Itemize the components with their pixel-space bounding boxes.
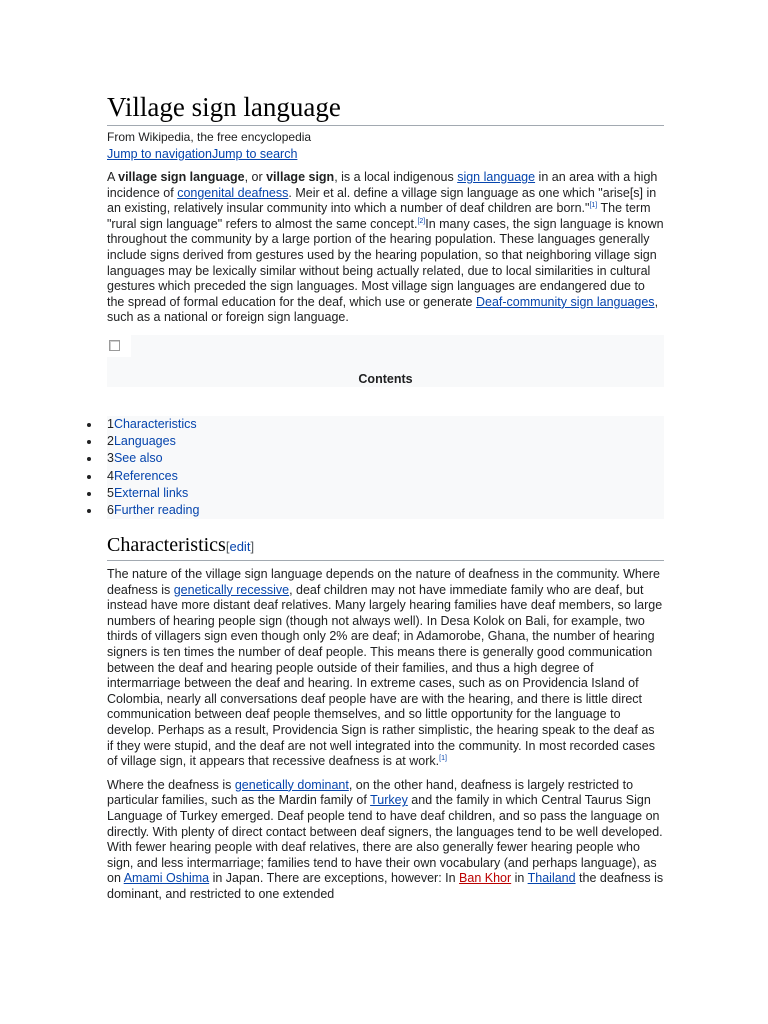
amami-oshima-link[interactable]: Amami Oshima (123, 871, 210, 886)
intro-text: , is a local indigenous (334, 170, 458, 184)
edit-bracket-open: [ (225, 539, 230, 554)
paragraph-text: the deafness is dominant, and restricted to one extended (107, 871, 664, 901)
toc-item-label[interactable]: References (113, 468, 178, 483)
reference-link-2[interactable]: [2] (417, 217, 426, 225)
sign-language-link[interactable]: sign language (457, 170, 536, 184)
bullet-icon (87, 440, 91, 444)
edit-section-link[interactable]: edit (229, 539, 251, 554)
intro-bold-term: village sign (266, 170, 335, 184)
toc-item-number: 6 (107, 503, 114, 518)
toc-item-number: 1 (107, 417, 114, 431)
turkey-link[interactable]: Turkey (370, 793, 408, 808)
toc-toggle[interactable] (107, 335, 131, 357)
section-heading-characteristics (107, 533, 664, 561)
toc-item-label[interactable]: Further reading (113, 503, 200, 518)
site-tagline: From Wikipedia, the free encyclopedia (107, 130, 312, 144)
bullet-icon (87, 457, 91, 461)
thailand-link[interactable]: Thailand (527, 871, 576, 886)
toc-item-number: 3 (107, 451, 114, 466)
characteristics-paragraph-2 (107, 778, 664, 903)
toc-item-external-links[interactable] (85, 485, 199, 502)
bullet-icon (87, 475, 91, 479)
toc-item-number: 4 (107, 468, 114, 483)
section-heading-text: Characteristics (107, 534, 226, 556)
jump-to-navigation-link[interactable]: Jump to navigation (107, 147, 212, 161)
paragraph-text: in Japan. There are exceptions, however: In (209, 871, 460, 886)
article-content (107, 90, 664, 387)
characteristics-paragraph-1 (107, 567, 664, 770)
paragraph-text: and the family in which Central Taurus Sign Language of Turkey emerged. Deaf people tend to have deaf children, and so pass the language on directly. With plenty of direct contact between deaf signers, the languages tend to be well developed. With fewer hearing people with deaf relatives, there are also generally fewer hearing people who sign, and less intermarriage; families tend to have their own vocabulary (and perhaps language), as on (107, 793, 663, 886)
toc-header (107, 335, 664, 387)
paragraph-text: , on the other hand, deafness is largely restricted to particular families, such as the Mardin family of (107, 777, 634, 808)
bullet-icon (87, 492, 91, 496)
section-body-characteristics (107, 567, 664, 910)
jump-to-search-link[interactable]: Jump to search (211, 147, 298, 161)
reference-link-1[interactable]: [1] (439, 754, 447, 762)
intro-bold-term: village sign language (118, 170, 245, 184)
toc-item-label[interactable]: Languages (113, 434, 176, 449)
bullet-icon (87, 509, 91, 513)
genetically-dominant-link[interactable]: genetically dominant (234, 777, 349, 792)
intro-text: . Meir et al. define a village sign language as one which "arise[s] in an existing, relatively insular community into which a number of deaf children are born." (107, 185, 657, 216)
intro-text: In many cases, the sign language is known throughout the community by a large portion of the hearing population. These languages generally include signs derived from gestures used by the hearing population, so that neighboring village sign languages may be lexically similar without being actually related, due to local similarities in cultural gestures which preceded the sign languages. Most village sign languages are endangered due to the spread of formal education for the deaf, which use or generate (107, 216, 664, 309)
toc-item-languages[interactable] (85, 433, 199, 450)
paragraph-text: , deaf children may not have immediate family who are deaf, but instead have more distant deaf relatives. Many largely hearing families have deaf members, so large numbers of hearing people sign (though not always well). In Desa Kolok on Bali, for example, two thirds of villagers sign even though only 2% are deaf; in Adamorobe, Ghana, the number of hearing signers is ten times the number of deaf people. This means there is generally good communication between the deaf and hearing people outside of their families, and thus a high degree of intermarriage between the deaf and hearing. In extreme cases, such as on Providencia Island of Colombia, nearly all conversations deaf people have are with the hearing, and there is little direct communication between deaf people themselves, and so little opportunity for the language to develop. Perhaps as a result, Providencia Sign is rather simplistic, the hearing speak to the deaf as if they were stupid, and the deaf are not well integrated into the community. In most recorded cases of village sign, it appears that recessive deafness is at work. (107, 582, 663, 769)
genetically-recessive-link[interactable]: genetically recessive (173, 582, 290, 597)
toc-item-see-also[interactable] (85, 450, 199, 467)
intro-text: A (107, 170, 119, 184)
intro-text: The term "rural sign language" refers to almost the same concept. (107, 201, 651, 231)
toc-item-number: 5 (107, 485, 114, 500)
toc-title: Contents (358, 371, 413, 386)
jump-links (107, 146, 664, 162)
ban-khor-link[interactable]: Ban Khor (459, 871, 512, 886)
intro-paragraph (107, 170, 664, 326)
paragraph-text: The nature of the village sign language depends on the nature of deafness in the community. Where deafness is (107, 567, 660, 597)
intro-text: in an area with a high incidence of (107, 170, 658, 200)
toc-toggle-checkbox-icon[interactable] (109, 340, 120, 351)
toc-item-references[interactable] (85, 468, 199, 485)
intro-text: , such as a national or foreign sign language. (107, 294, 659, 325)
page-title: Village sign language (107, 90, 664, 126)
toc-item-label[interactable]: See also (113, 451, 163, 466)
edit-bracket-close: ] (250, 539, 255, 554)
toc-item-further-reading[interactable] (85, 502, 199, 519)
deaf-community-sign-languages-link[interactable]: Deaf-community sign languages (475, 294, 655, 309)
intro-text: , or (244, 170, 267, 184)
paragraph-text: Where the deafness is (107, 777, 235, 792)
paragraph-text: in (511, 871, 528, 886)
toc-item-label[interactable]: Characteristics (113, 417, 197, 431)
reference-link-1[interactable]: [1] (589, 202, 598, 210)
toc-item-characteristics[interactable] (85, 416, 199, 433)
bullet-icon (87, 423, 91, 427)
congenital-deafness-link[interactable]: congenital deafness (177, 185, 289, 200)
toc-list (85, 416, 199, 519)
toc-item-number: 2 (107, 434, 114, 449)
toc-item-label[interactable]: External links (113, 485, 189, 500)
